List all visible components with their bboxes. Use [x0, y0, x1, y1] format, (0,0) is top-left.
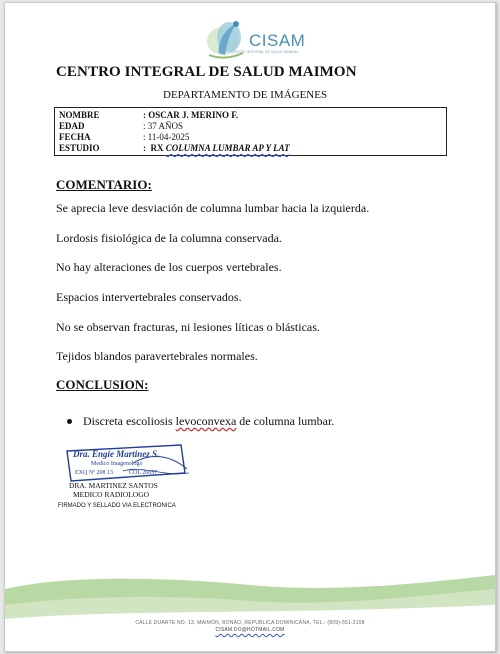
comentario-line-1: Se aprecia leve desviación de columna lumbar hacia la izquierda.	[56, 201, 370, 215]
footer-address: CALLE DUARTE NO. 13, MAIMÓN, BONAO, REPUBLICA DOMINICANA, TEL.: (809)-551-2198	[135, 620, 365, 626]
comentario-line-2: Lordosis fisiológica de la columna conservada.	[56, 231, 282, 245]
study-name: COLUMNA LUMBAR AP Y LAT	[165, 143, 290, 153]
conclusion-text-post: de columna lumbar.	[236, 414, 335, 428]
footer-email: CISAM.DO@HOTMAIL.COM	[215, 627, 285, 633]
comentario-line-5: No se observan fracturas, ni lesiones líticas o blásticas.	[56, 320, 320, 334]
age-value: : 37 AÑOS	[143, 121, 184, 131]
footer-wave-icon	[5, 575, 495, 652]
stamp-exq: EXQ Nº 208 13	[75, 470, 114, 476]
logo-text: CISAM	[249, 31, 306, 50]
conclusion-heading: CONCLUSION:	[56, 377, 149, 392]
department-title: DEPARTAMENTO DE IMÁGENES	[163, 89, 328, 101]
age-label: EDAD	[59, 121, 85, 131]
date-value: : 11-04-2025	[143, 132, 190, 142]
comentario-line-3: No hay alteraciones de los cuerpos vertebrales.	[56, 260, 282, 274]
comentario-line-6: Tejidos blandos paravertebrales normales.	[56, 349, 258, 363]
study-label: ESTUDIO	[59, 143, 100, 153]
study-prefix: : RX	[143, 143, 166, 153]
stamp-name: Dra. Engie Martinez S.	[73, 449, 160, 459]
patient-info-box	[54, 107, 447, 156]
clinic-title: CENTRO INTEGRAL DE SALUD MAIMON	[56, 64, 357, 80]
bullet-icon	[67, 419, 72, 424]
electronic-signature-note: FIRMADO Y SELLADO VIA ELECTRONICA	[58, 503, 176, 509]
name-label: NOMBRE	[59, 110, 100, 120]
comentario-heading: COMENTARIO:	[56, 177, 152, 192]
name-value: : OSCAR J. MERINO F.	[143, 110, 239, 120]
logo-subtext: CENTRO INTEGRAL DE SALUD MAIMON	[231, 50, 298, 54]
conclusion-list-item	[67, 414, 334, 429]
stamp-cod: COL 26057	[129, 470, 158, 476]
conclusion-text-pre: Discreta escoliosis	[83, 414, 176, 428]
doctor-name: DRA. MARTINEZ SANTOS	[69, 481, 158, 490]
cisam-logo	[201, 17, 311, 61]
comentario-line-4: Espacios intervertebrales conservados.	[56, 290, 242, 304]
date-label: FECHA	[59, 132, 91, 142]
study-value	[143, 143, 290, 153]
conclusion-flagged-word: levoconvexa	[175, 414, 237, 428]
logo-emblem-icon	[201, 17, 251, 61]
stamp-title: Medico Imagenologo	[91, 461, 143, 467]
doctor-title: MEDICO RADIOLOGO	[73, 490, 150, 499]
report-page	[4, 2, 496, 652]
